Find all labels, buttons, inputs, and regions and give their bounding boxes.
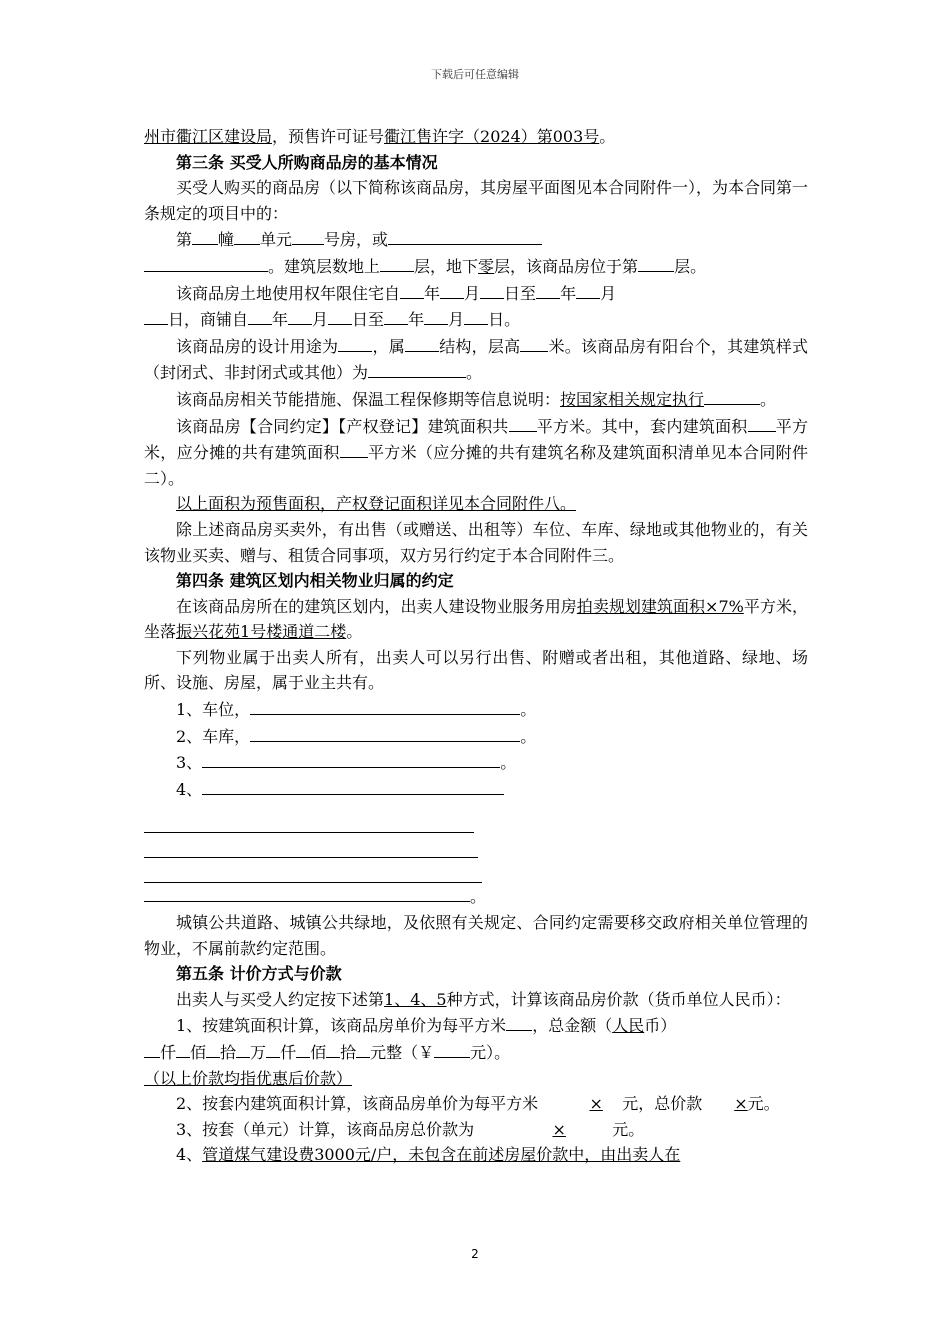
blank	[405, 333, 439, 352]
blank	[236, 1039, 250, 1058]
blank	[266, 1039, 280, 1058]
text: ，预售许可证号	[272, 127, 385, 146]
text: 平方米，坐落	[144, 596, 808, 642]
blank	[384, 306, 408, 325]
blank	[434, 1039, 470, 1058]
text: 拾	[340, 1043, 357, 1062]
currency: 人民	[612, 1016, 645, 1036]
blank	[338, 333, 372, 352]
text: 该商品房的设计用途为	[176, 336, 339, 356]
blank	[192, 226, 218, 245]
item-3	[144, 749, 808, 776]
text: 日至	[504, 283, 537, 303]
blank	[144, 253, 268, 272]
underground-floors: 零	[478, 256, 495, 276]
text: 仟	[160, 1043, 177, 1062]
text: 在该商品房所在的建筑区划内，出卖人建设物业服务用房	[176, 596, 577, 616]
blank	[506, 1012, 532, 1031]
blank	[250, 723, 520, 742]
text: 该商品房【合同约定】【产权登记】建筑面积共	[176, 416, 509, 436]
paragraph-area	[144, 413, 808, 492]
article-4-title: 第四条 建筑区划内相关物业归属的约定	[176, 571, 454, 591]
blank	[704, 386, 760, 405]
text: 。	[346, 622, 363, 642]
paragraph-intro: 买受人购买的商品房（以下简称该商品房，其房屋平面图见本合同附件一），为本合同第一条规定的项目中的：	[144, 178, 809, 223]
article-5-title: 第五条 计价方式与价款	[176, 964, 342, 984]
article-3-title: 第三条 买受人所购商品房的基本情况	[176, 152, 438, 172]
paragraph-other-property: 除上述商品房买卖外，有出售（或赠送、出租等）车位、车库、绿地或其他物业的，有关该物业买卖、赠与、租赁合同事项，双方另行约定于本合同附件三。	[144, 519, 808, 565]
text: 平方米，应分摊的共有建筑面积	[144, 416, 808, 463]
blank	[206, 1039, 220, 1058]
blank	[440, 280, 464, 299]
text: 元，总价款	[622, 1094, 703, 1114]
text: 佰	[190, 1043, 207, 1062]
text: 1、车位，	[176, 700, 251, 720]
text: 年	[424, 283, 441, 303]
paragraph-presale	[144, 124, 808, 150]
text: 年	[408, 310, 425, 330]
text: ，属	[372, 336, 405, 356]
authority-name: 州市衢江区建设局	[144, 127, 273, 146]
blank	[464, 306, 488, 325]
text: 该商品房土地使用权年限住宅自	[176, 283, 401, 303]
gas-fee-note: 管道煤气建设费3000元/户，未包含在前述房屋价款中，由出卖人在	[202, 1145, 681, 1165]
blank	[202, 776, 504, 795]
blank	[144, 883, 470, 902]
blank-line	[144, 833, 478, 858]
text: 。	[520, 700, 537, 720]
text: 号房，或	[324, 230, 389, 250]
blank	[380, 253, 414, 272]
text: 。	[500, 753, 517, 773]
service-room-location: 振兴花苑1号楼通道二楼	[176, 622, 347, 642]
text: 。建筑层数地上	[268, 256, 381, 276]
blank	[748, 413, 776, 432]
item-2	[144, 723, 808, 750]
text: 该商品房相关节能措施、保温工程保修期等信息说明：	[176, 389, 561, 409]
item-1	[144, 696, 808, 723]
blank	[328, 306, 352, 325]
blank	[296, 1039, 310, 1058]
text: 3、按套（单元）计算，该商品房总价款为	[176, 1119, 475, 1139]
blank	[248, 306, 272, 325]
text: 2、车库，	[176, 726, 251, 746]
blank	[536, 280, 560, 299]
paragraph-service-room	[144, 594, 808, 645]
text: 。	[466, 363, 483, 383]
energy-info: 按国家相关规定执行	[560, 389, 705, 409]
blank	[144, 1039, 160, 1058]
text: 。	[520, 726, 537, 746]
text: 币）	[644, 1016, 677, 1036]
paragraph-method-1	[144, 1012, 808, 1039]
text: 日。	[488, 310, 521, 330]
paragraph-energy	[144, 386, 808, 413]
text: 日，商铺自	[168, 310, 249, 330]
paragraph-seller-property: 下列物业属于出卖人所有，出卖人可以另行出售、附赠或者出租，其他道路、绿地、场所、设施、房屋，属于业主共有。	[144, 647, 808, 693]
blank-line	[144, 858, 482, 883]
blank	[234, 226, 260, 245]
total-price-3: ×	[552, 1119, 566, 1139]
text: 元。	[747, 1094, 780, 1114]
blank	[288, 306, 312, 325]
text: 单元	[260, 230, 293, 250]
text: 平方米。其中，套内建筑面积	[536, 416, 748, 436]
blank	[368, 359, 466, 378]
blank-line	[144, 808, 474, 833]
text: ，总金额（	[532, 1016, 613, 1036]
blank	[340, 439, 368, 458]
text: 仟	[280, 1043, 297, 1062]
blank	[400, 280, 424, 299]
text: 月	[448, 310, 465, 330]
blank	[509, 413, 537, 432]
text: 元。	[612, 1119, 645, 1139]
text: 2、按套内建筑面积计算，该商品房单价为每平方米	[176, 1094, 539, 1114]
paragraph-discount-note: （以上价款均指优惠后价款）	[144, 1068, 353, 1088]
unit-price-2: ×	[589, 1094, 603, 1114]
text: 种方式，计算该商品房价款（货币单位人民币）：	[446, 989, 791, 1009]
blank	[292, 226, 324, 245]
blank	[520, 333, 548, 352]
paragraph-land-use-cont	[144, 306, 808, 333]
total-price-2: ×	[734, 1094, 748, 1114]
text: 4、	[176, 1145, 203, 1165]
text: 日至	[352, 310, 385, 330]
text: 4、	[176, 779, 203, 799]
text: 3、	[176, 753, 203, 773]
text: 万	[250, 1043, 267, 1062]
text: 幢	[218, 230, 235, 250]
text: 元整（￥	[370, 1043, 435, 1062]
text: 。	[599, 127, 616, 146]
paragraph-presale-area: 以上面积为预售面积，产权登记面积详见本合同附件八。	[176, 494, 577, 514]
paragraph-floors	[144, 253, 808, 280]
paragraph-pricing-method	[144, 987, 808, 1013]
text: 月	[312, 310, 329, 330]
paragraph-method-4	[144, 1142, 808, 1168]
text: 年	[272, 310, 289, 330]
paragraph-method-2	[144, 1091, 808, 1117]
text: 平方米（应分摊的共有建筑名称及建筑面积清单见本合同附件二）。	[144, 443, 808, 488]
text: 层，地下	[414, 256, 479, 276]
text: 月	[464, 283, 481, 303]
paragraph-design-use	[144, 333, 808, 386]
paragraph-unit	[144, 226, 808, 253]
text: 元）。	[470, 1043, 511, 1062]
blank	[480, 280, 504, 299]
paragraph-total-amount	[144, 1039, 808, 1066]
text: 层。	[674, 256, 707, 276]
blank	[356, 1039, 370, 1058]
blank	[638, 253, 674, 272]
blank	[202, 749, 500, 768]
item-4	[144, 776, 808, 803]
text: 层，该商品房位于第	[494, 256, 639, 276]
text: 拾	[220, 1043, 237, 1062]
paragraph-public-property: 城镇公共道路、城镇公共绿地，及依照有关规定、合同约定需要移交政府相关单位管理的物业，不属前款约定范围。	[144, 913, 808, 958]
text: 结构，层高	[438, 336, 521, 356]
blank	[576, 280, 600, 299]
page-number: 2	[471, 1247, 479, 1261]
text: 1、按建筑面积计算，该商品房单价为每平方米	[176, 1016, 507, 1036]
service-room-area: 拍卖规划建筑面积×7%	[576, 596, 744, 616]
blank	[326, 1039, 340, 1058]
text: 年	[560, 283, 577, 303]
presale-permit-number: 衢江售许字（2024）第003号	[384, 127, 600, 146]
blank	[388, 226, 542, 245]
text: 米。该商品房有阳台个，其建筑样式（封闭式、非封闭式或其他）为	[144, 336, 808, 383]
text: 第	[176, 230, 193, 250]
page-header: 下载后可任意编辑	[431, 68, 519, 81]
paragraph-method-3	[144, 1117, 808, 1143]
text: 出卖人与买受人约定按下述第	[176, 989, 385, 1009]
blank	[424, 306, 448, 325]
text: 。	[760, 389, 777, 409]
paragraph-land-use	[144, 280, 808, 307]
text: 月	[600, 283, 617, 303]
blank	[176, 1039, 190, 1058]
blank	[250, 696, 520, 715]
text: 佰	[310, 1043, 327, 1062]
blank	[144, 306, 168, 325]
blank-line-last	[144, 883, 808, 910]
text: 。	[470, 887, 487, 907]
document-body	[144, 124, 808, 1168]
pricing-methods: 1、4、5	[384, 989, 447, 1009]
